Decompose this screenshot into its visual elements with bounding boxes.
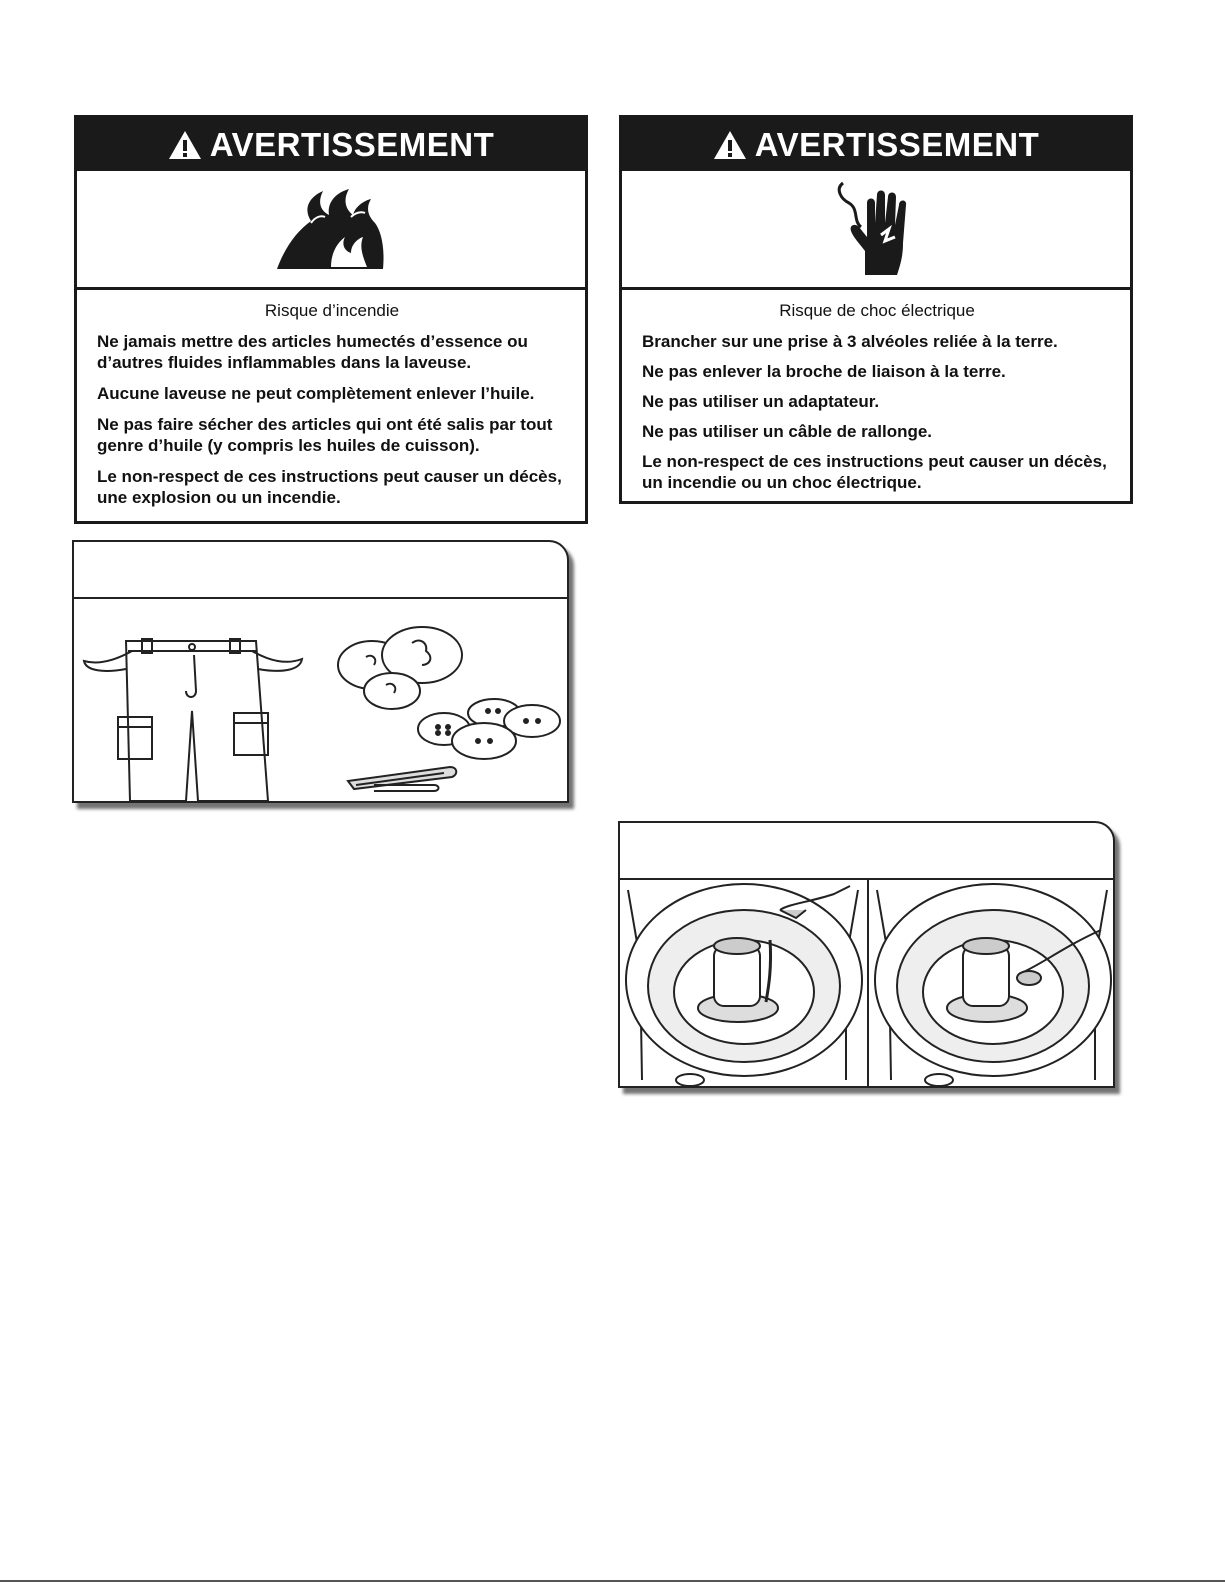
- empty-pockets-illustration-panel: [72, 540, 569, 803]
- panel-header: [74, 542, 567, 599]
- warning-line: Ne pas enlever la broche de liaison à la terre.: [642, 362, 1006, 381]
- page-bottom-rule: [0, 1580, 1225, 1582]
- warning-triangle-icon: [168, 130, 202, 160]
- washer-tub-illustration-panel: [618, 821, 1115, 1088]
- fire-warning-box: [74, 115, 588, 524]
- buttons-icon: [418, 699, 560, 759]
- pants-coins-buttons-illustration: [74, 599, 567, 801]
- warning-header: [77, 118, 585, 171]
- electric-shock-hand-icon: [831, 181, 921, 277]
- panel-header: [620, 823, 1113, 880]
- warning-header: [622, 118, 1130, 171]
- warning-line: Brancher sur une prise à 3 alvéoles reliée à la terre.: [642, 332, 1058, 351]
- safety-pins-icon: [348, 767, 456, 791]
- warning-line: Aucune laveuse ne peut complètement enlever l’huile.: [97, 384, 535, 403]
- warning-line: Ne pas faire sécher des articles qui ont été salis par tout genre d’huile (y compris les huiles de cuisson).: [97, 415, 553, 455]
- washer-tub-wiping-icon: [875, 884, 1111, 1086]
- panel-body: [620, 880, 1113, 1086]
- risk-title: Risque d’incendie: [264, 301, 400, 320]
- fire-icon: [271, 187, 391, 271]
- warning-line: Ne pas utiliser un adaptateur.: [642, 392, 880, 411]
- coins-icon: [338, 627, 462, 709]
- panel-body: [74, 599, 567, 801]
- warning-title: AVERTISSEMENT: [209, 125, 495, 163]
- warning-line: Le non-respect de ces instructions peut causer un décès, une explosion ou un incendie.: [97, 467, 562, 507]
- shock-warning-box: [619, 115, 1133, 504]
- washer-tub-illustration: [620, 880, 1113, 1086]
- warning-line: Ne jamais mettre des articles humectés d’essence ou d’autres fluides inflammables dans la laveuse.: [97, 332, 528, 372]
- warning-title: AVERTISSEMENT: [754, 125, 1040, 163]
- warning-icon-area: [622, 171, 1130, 290]
- warning-line: Le non-respect de ces instructions peut causer un décès, un incendie ou un choc électrique.: [642, 452, 1107, 492]
- pants-icon: [84, 639, 302, 801]
- washer-tub-pouring-icon: [626, 884, 862, 1086]
- warning-icon-area: [77, 171, 585, 290]
- warning-triangle-icon: [713, 130, 747, 160]
- risk-title: Risque de choc électrique: [779, 301, 975, 320]
- warning-line: Ne pas utiliser un câble de rallonge.: [642, 422, 933, 441]
